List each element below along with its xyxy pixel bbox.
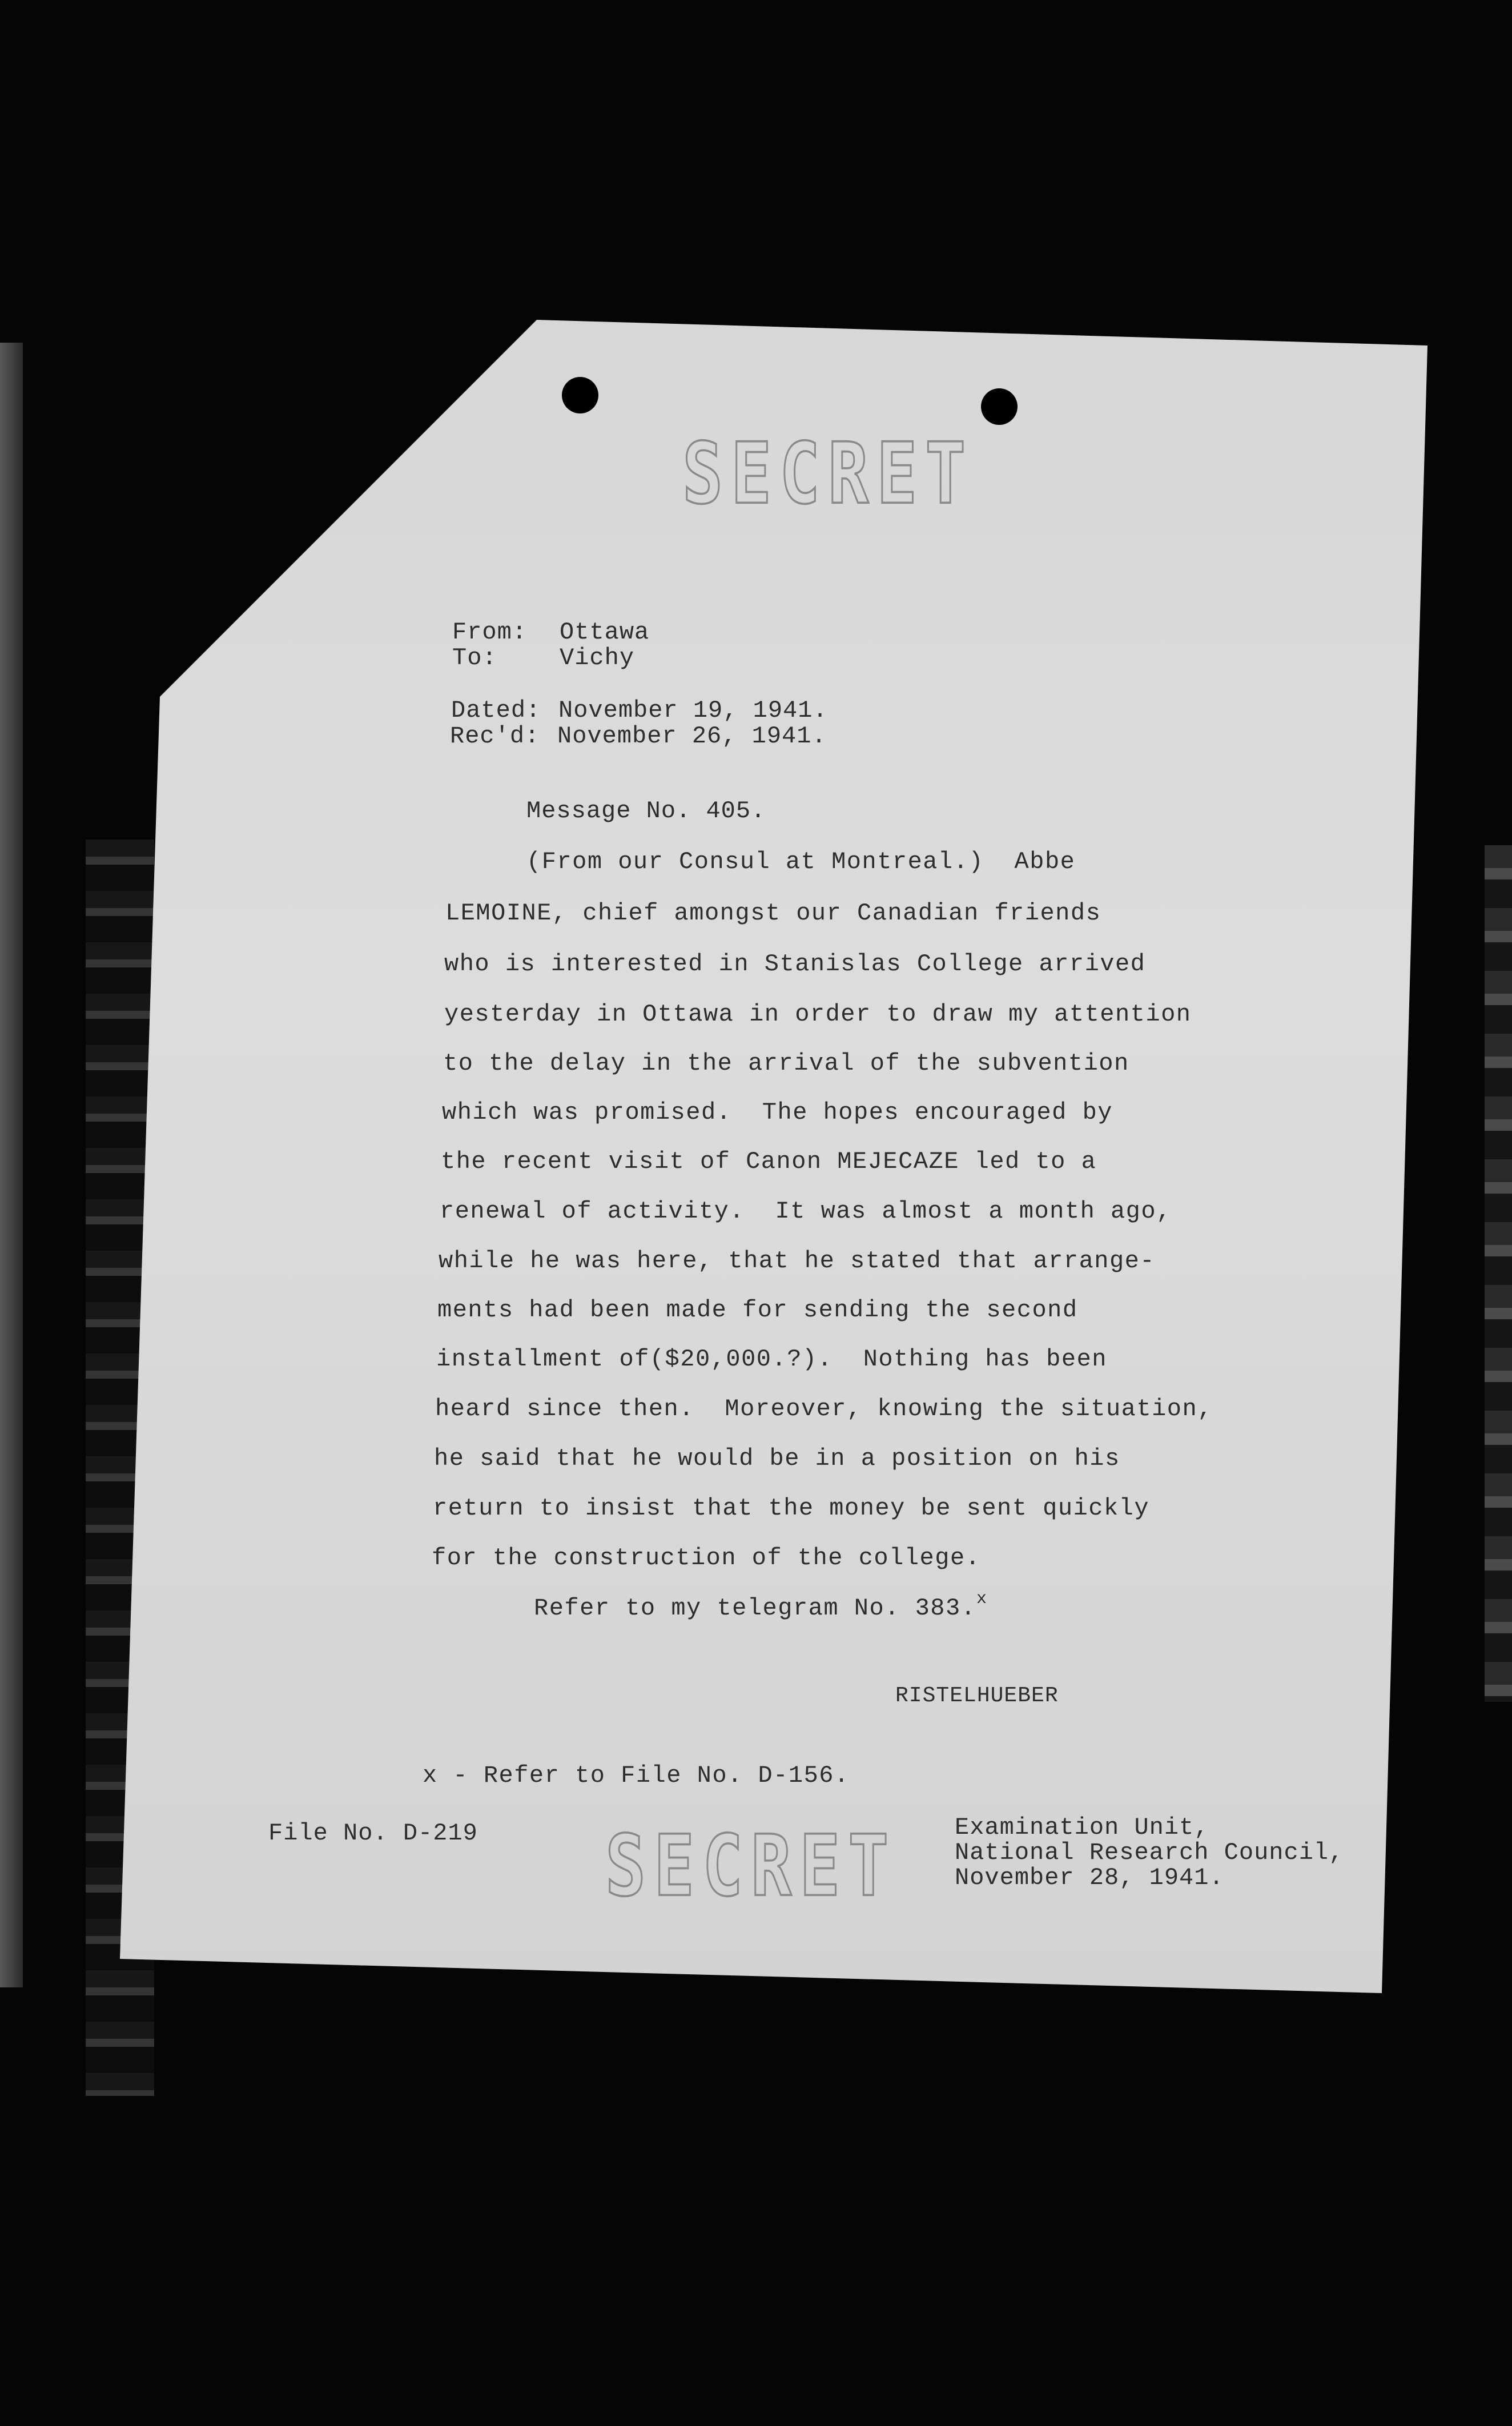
examination-council: National Research Council, xyxy=(955,1839,1344,1866)
body-line: yesterday in Ottawa in order to draw my attention xyxy=(444,1001,1192,1028)
to-value: Vichy xyxy=(560,644,635,672)
examination-date: November 28, 1941. xyxy=(955,1864,1224,1891)
body-line: installment of($20,000.?). Nothing has been xyxy=(436,1345,1107,1373)
body-line: which was promised. The hopes encouraged by xyxy=(442,1099,1113,1126)
recd-label: Rec'd: xyxy=(450,722,540,750)
dated-value: November 19, 1941. xyxy=(558,697,828,724)
body-line: to the delay in the arrival of the subvention xyxy=(443,1050,1129,1077)
examination-unit: Examination Unit, xyxy=(955,1814,1209,1841)
recd-value: November 26, 1941. xyxy=(557,722,827,750)
body-line: while he was here, that he stated that arrange- xyxy=(439,1247,1156,1275)
punch-hole-right xyxy=(981,388,1018,425)
signature: RISTELHUEBER xyxy=(895,1684,1059,1708)
film-strip-left xyxy=(0,343,23,1987)
from-value: Ottawa xyxy=(560,618,650,646)
body-line: the recent visit of Canon MEJECAZE led to a xyxy=(441,1148,1097,1175)
body-line: return to insist that the money be sent quickly xyxy=(433,1495,1150,1522)
to-label: To: xyxy=(452,644,497,672)
body-line: ments had been made for sending the second xyxy=(437,1296,1078,1324)
body-line: he said that he would be in a position on his xyxy=(434,1445,1120,1472)
body-line: renewal of activity. It was almost a month ago, xyxy=(440,1198,1172,1225)
secret-stamp-bottom: SECRET xyxy=(605,1816,897,1915)
film-strip-right xyxy=(1485,845,1512,1702)
body-line: heard since then. Moreover, knowing the situation, xyxy=(435,1395,1213,1423)
body-line: for the construction of the college. xyxy=(432,1544,981,1572)
footnote: x - Refer to File No. D-156. xyxy=(423,1762,850,1789)
from-label: From: xyxy=(452,618,528,646)
message-number: Message No. 405. xyxy=(526,797,766,825)
refer-telegram: Refer to my telegram No. 383. xyxy=(534,1594,976,1622)
refer-footnote-mark: x xyxy=(976,1589,988,1609)
secret-stamp-top: SECRET xyxy=(682,424,974,523)
body-line: LEMOINE, chief amongst our Canadian friends xyxy=(445,899,1101,927)
body-line: (From our Consul at Montreal.) Abbe xyxy=(526,848,1076,875)
body-line: who is interested in Stanislas College arrived xyxy=(444,950,1146,978)
dated-label: Dated: xyxy=(451,697,541,724)
punch-hole-left xyxy=(562,377,598,413)
file-number: File No. D-219 xyxy=(268,1820,478,1847)
